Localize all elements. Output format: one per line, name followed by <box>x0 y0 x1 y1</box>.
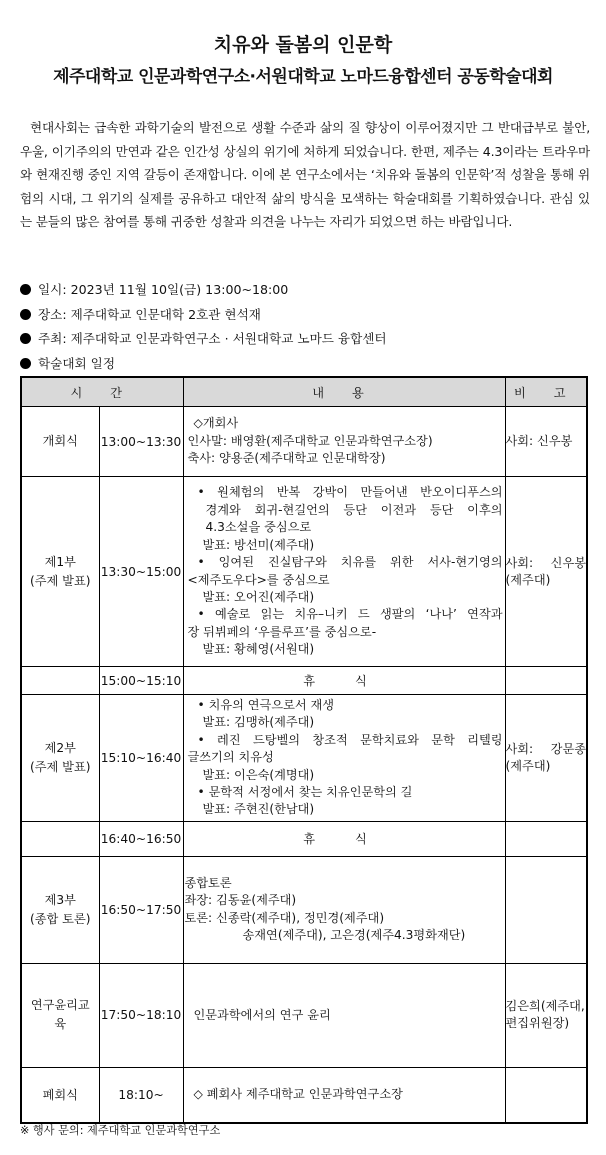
session-time: 17:50~18:10 <box>99 963 183 1067</box>
session-name: 폐회식 <box>21 1067 99 1123</box>
bullet-icon <box>20 284 31 295</box>
session-name-line: 제3부 <box>44 892 76 907</box>
content-line: 발표: 황혜영(서원대) <box>202 642 315 657</box>
table-row <box>21 407 587 477</box>
session-name-line: (주제 발표) <box>30 759 91 774</box>
content-line: 장 뒤뷔페의 ‘우를루프’를 중심으로- <box>187 624 377 639</box>
content-line: 인사말: 배영환(제주대학교 인문과학연구소장) <box>187 433 433 448</box>
event-info-list <box>20 278 387 376</box>
note-line: (제주대) <box>505 758 551 773</box>
bullet-icon <box>20 309 31 320</box>
break-time: 16:40~16:50 <box>99 821 183 856</box>
session-name <box>21 856 99 963</box>
bullet-icon <box>20 333 31 344</box>
page-subtitle: 제주대학교 인문과학연구소·서원대학교 노마드융합센터 공동학술대회 <box>53 67 553 87</box>
schedule-table <box>20 376 588 1124</box>
session-content <box>183 407 505 477</box>
session-note: 사회: 신우봉 <box>505 407 587 477</box>
content-line: 축사: 양용준(제주대학교 인문대학장) <box>187 451 386 466</box>
content-line: • 예술로 읽는 치유–니키 드 생팔의 ‘나나’ 연작과 <box>197 607 503 622</box>
break-label: 휴 식 <box>183 821 505 856</box>
content-line: 종합토론 <box>184 876 232 891</box>
session-note <box>505 477 587 667</box>
bullet-icon <box>20 358 31 369</box>
note-line: 김은희(제주대, <box>505 999 585 1014</box>
intro-text: 현대사회는 급속한 과학기술의 발전으로 생활 수준과 삶의 질 향상이 이루어졌지만 그 반대급부로 불안, 우울, 이기주의의 만연과 같은 인간성 상실의 위기에 처하게 되었습니다. 한편, 제주는 4.3이라는 트라우마와 현재진행 중인 지역 갈등이 존재합니다. 이에 본 연구소에서는 ‘치유와 돌봄의 인문학’적 성찰을 통해 위험의 시대, 그 위기의 실제를 공유하고 대안적 삶의 방식을 모색하는 학술대회를 기획하였습니다. 관심 있는 분들의 많은 참여를 통해 귀중한 성찰과 의견을 나누는 자리가 되었으면 하는 바람입니다. <box>20 120 590 229</box>
info-item-host <box>20 327 387 352</box>
table-row <box>21 963 587 1067</box>
table-row <box>21 1067 587 1123</box>
content-line: 4.3소설을 중심으로 <box>205 520 312 535</box>
table-header-row <box>21 377 587 407</box>
session-name-line: 연구윤리교 <box>30 998 90 1013</box>
info-host: 주최: 제주대학교 인문과학연구소 · 서원대학교 노마드 융합센터 <box>38 331 387 346</box>
content-line: • 문학적 서정에서 찾는 치유인문학의 길 <box>197 785 413 800</box>
session-note-empty <box>505 1067 587 1123</box>
content-line: 토론: 신종락(제주대), 정민경(제주대) <box>184 910 385 925</box>
session-note <box>505 963 587 1067</box>
content-line: 송재연(제주대), 고은경(제주4.3평화재단) <box>242 928 466 943</box>
session-content <box>183 477 505 667</box>
note-line: (제주대) <box>505 572 551 587</box>
session-name-empty <box>21 821 99 856</box>
session-name <box>21 963 99 1067</box>
session-time: 16:50~17:50 <box>99 856 183 963</box>
session-content: 인문과학에서의 연구 윤리 <box>183 963 505 1067</box>
info-place: 장소: 제주대학교 인문대학 2호관 현석재 <box>38 306 261 322</box>
content-line: 발표: 주현진(한남대) <box>202 802 315 817</box>
intro-paragraph <box>20 116 590 234</box>
info-date: 일시: 2023년 11월 10일(금) 13:00~18:00 <box>38 282 289 297</box>
content-line: 발표: 오어진(제주대) <box>202 589 315 604</box>
note-line: 편집위원장) <box>505 1016 570 1031</box>
session-time: 15:10~16:40 <box>99 695 183 822</box>
content-line: 글쓰기의 치유성 <box>187 750 274 765</box>
session-content <box>183 856 505 963</box>
session-time: 18:10~ <box>99 1067 183 1123</box>
session-name-line: 육 <box>54 1017 67 1032</box>
table-row <box>21 695 587 822</box>
content-line: • 잉여된 진실탐구와 치유를 위한 서사-현기영의 <box>197 555 503 570</box>
info-item-date <box>20 278 387 303</box>
break-time: 15:00~15:10 <box>99 667 183 695</box>
footer-note: ※ 행사 문의: 제주대학교 인문과학연구소 <box>20 1124 221 1137</box>
info-schedule-label: 학술대회 일정 <box>38 355 115 371</box>
session-name-line: (종합 토론) <box>30 911 91 926</box>
session-content <box>183 695 505 822</box>
content-line: 발표: 방선미(제주대) <box>202 537 315 552</box>
note-line: 사회: 강문종 <box>505 741 587 756</box>
header-time: 시 간 <box>21 377 183 407</box>
session-name-line: 제2부 <box>44 740 76 755</box>
table-row <box>21 856 587 963</box>
table-row-break <box>21 821 587 856</box>
content-line: 발표: 이은숙(계명대) <box>202 767 315 782</box>
content-line: • 치유의 연극으로서 재생 <box>197 698 335 712</box>
session-time: 13:30~15:00 <box>99 477 183 667</box>
content-line: 좌장: 김동윤(제주대) <box>184 893 297 908</box>
content-line: <제주도우다>를 중심으로 <box>187 572 330 587</box>
session-name-line: (주제 발표) <box>30 573 91 588</box>
content-line: 경계와 회귀-현길언의 등단 이전과 등단 이후의 <box>205 502 503 517</box>
content-line: 발표: 김맹하(제주대) <box>202 715 315 730</box>
note-line: 사회: 신우봉 <box>505 555 587 570</box>
table-row <box>21 477 587 667</box>
session-name-line: 제1부 <box>44 554 76 569</box>
session-name: 개회식 <box>21 407 99 477</box>
header-content: 내 용 <box>183 377 505 407</box>
session-content: ◇ 폐회사 제주대학교 인문과학연구소장 <box>183 1067 505 1123</box>
content-line: • 원체험의 반복 강박이 만들어낸 반오이디푸스의 <box>197 485 503 500</box>
session-note-empty <box>505 667 587 695</box>
session-note <box>505 695 587 822</box>
session-note-empty <box>505 821 587 856</box>
info-item-schedule <box>20 352 387 377</box>
session-name <box>21 695 99 822</box>
content-line: • 레진 드탕벨의 창조적 문학치료와 문학 리텔링 <box>197 732 503 747</box>
session-note-empty <box>505 856 587 963</box>
header-note: 비 고 <box>505 377 587 407</box>
page-title: 치유와 돌봄의 인문학 <box>213 34 393 56</box>
content-line: ◇개회사 <box>193 416 239 431</box>
break-label: 휴 식 <box>183 667 505 695</box>
session-name-empty <box>21 667 99 695</box>
session-time: 13:00~13:30 <box>99 407 183 477</box>
table-row-break <box>21 667 587 695</box>
info-item-place <box>20 303 387 328</box>
session-name <box>21 477 99 667</box>
